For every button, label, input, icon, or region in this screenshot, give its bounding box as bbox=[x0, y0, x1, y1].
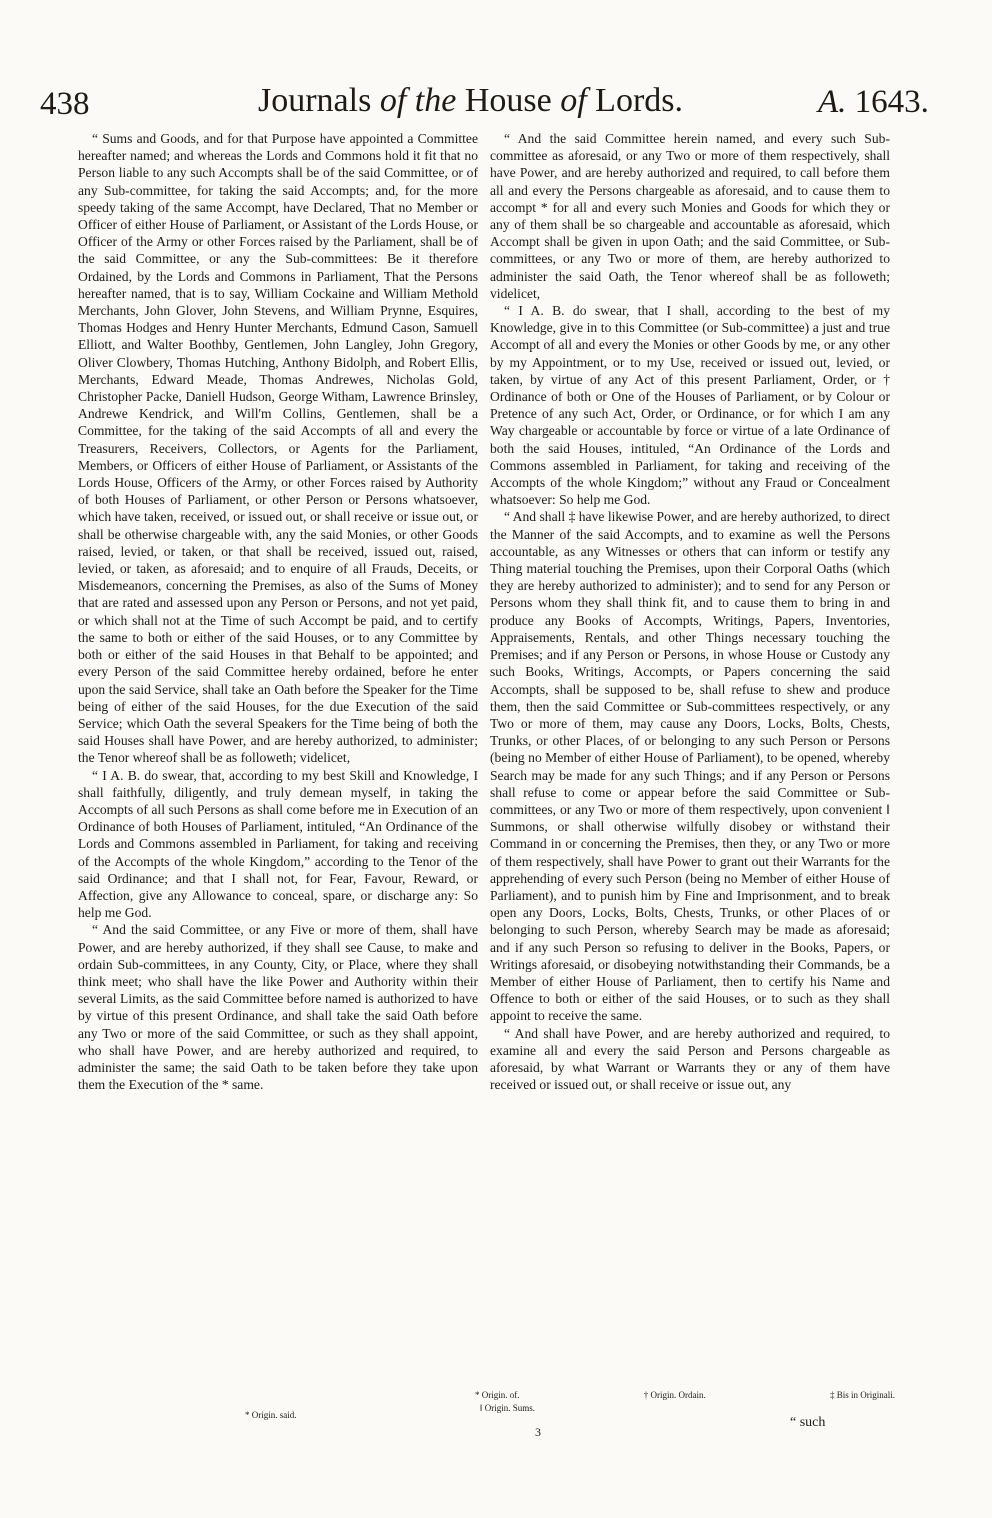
footnote: * Origin. of. bbox=[475, 1390, 520, 1400]
year-prefix: A. bbox=[818, 84, 847, 120]
footnote: ‖ Origin. Sums. bbox=[480, 1403, 536, 1413]
left-column bbox=[78, 130, 478, 1093]
right-column bbox=[490, 130, 890, 1093]
paragraph: “ And the said Committee, or any Five or more of them, shall have Power, and are hereby authorized, if they shall see Cause, to make and ordain Sub-committees, in any County, City, or Place, where they shall think meet; who shall have the like Power and Authority within their several Limits, as the said Committee before named is authorized to have by virtue of this present Ordinance, and shall take the said Oath before any Two or more of the said Committee, or such as they shall appoint, who shall have Power, and are hereby authorized and required, to administer the same; the said Oath to be taken before they take upon them the Execution of the * same. bbox=[78, 922, 478, 1093]
paragraph: “ I A. B. do swear, that I shall, according to the best of my Knowledge, give in to this Committee (or Sub-committee) a just and true Accompt of all and every the Monies or other Goods by me, or any other by my Appointment, or to my Use, received or issued out, levied, or taken, by virtue of any Act of this present Parliament, Order, or † Ordinance of both or One of the Houses of Parliament, or by Colour or Pretence of any such Act, Order, or Ordinance, or for which I am any Way chargeable or accountable by force or virtue of a late Ordinance of both the said Houses, intituled, “An Ordinance of the Lords and Commons assembled in Parliament, for taking and receiving of the Accompts of the whole Kingdom;” without any Fraud or Concealment whatsoever: So help me God. bbox=[490, 303, 890, 508]
paragraph: “ And shall ‡ have likewise Power, and are hereby authorized, to direct the Manner of the said Accompts, and to examine as well the Persons accountable, as any Witnesses or others that can inform or testify any Thing material touching the Premises, upon their Corporal Oaths (which they are hereby authorized to administer); and to send for any Person or Persons whom they shall think fit, and to cause them to bring in and produce any Books of Accompts, Writings, Papers, Inventories, Appraisements, Rentals, and other Things necessary touching the Premises; and if any Person or Persons, in whose House or Custody any such Books, Writings, Accompts, or Papers concerning the said Accompts, shall be supposed to be, shall refuse to shew and produce them, then the said Committee or Sub-committees respectively, or any Two or more of them, may cause any Doors, Locks, Bolts, Chests, Trunks, or other Places, of or belonging to any such Person or Persons (being no Member of either House of Parliament), to be opened, whereby Search may be made for any such Things; and if any Person or Persons shall refuse to come or appear before the said Committee or Sub-committees, or any Two or more of them respectively, upon convenient ‖ Summons, or shall otherwise wilfully disobey or withstand their Command in or concerning the Premises, then they, or any Two or more of them respectively, shall have Power to grant out their Warrants for the apprehending of every such Person (being no Member of either House of Parliament), and to punish him by Fine and Imprisonment, and to break open any Doors, Locks, Bolts, Chests, Trunks, or other Places of or belonging to such Person, whereby Search may be made as aforesaid; and if any such Person so refusing to deliver in the Books, Papers, or Writings aforesaid, or disobeying notwithstanding their Commands, be a Member of either House of Parliament, then to certify his Name and Offence to both or either of the said Houses, or to such as they shall appoint to receive the same. bbox=[490, 509, 890, 1024]
title-word: Journals bbox=[258, 82, 372, 119]
running-title bbox=[258, 82, 683, 120]
paragraph: “ I A. B. do swear, that, according to my best Skill and Knowledge, I shall faithfully, diligently, and truly demean myself, in taking the Accompts of all such Persons as shall come before me in Execution of an Ordinance of both Houses of Parliament, intituled, “An Ordinance of the Lords and Commons assembled in Parliament, for taking and receiving of the Accompts of the whole Kingdom,” according to the Tenor of the said Ordinance; and that I shall not, for Fear, Favour, Reward, or Affection, give any Allowance to conceal, spare, or discharge any: So help me God. bbox=[78, 767, 478, 921]
year-value: 1643. bbox=[854, 84, 929, 120]
catchword: “ such bbox=[790, 1415, 826, 1430]
paragraph: “ And shall have Power, and are hereby authorized and required, to examine all and every the said Person and Persons chargeable as aforesaid, by what Warrant or Warrants they or any of them have received or issued out, or shall receive or issue out, any bbox=[490, 1025, 890, 1093]
footnote-left: * Origin. said. bbox=[245, 1410, 297, 1420]
paragraph: “ Sums and Goods, and for that Purpose have appointed a Committee hereafter named; and whereas the Lords and Commons hold it fit that no Person liable to any such Accompts shall be of the said Committee, or of any Sub-committee, for taking the said Accompts; and, for the more speedy taking of the same Accompt, have Declared, That no Member or Officer of either House of Parliament, or Assistant of the Lords House, or Officer of the Army or other Forces raised by the Parliament, shall be of the said Committee, or any the Sub-committees: Be it therefore Ordained, by the Lords and Commons in Parliament, That the Persons hereafter named, that is to say, William Cockaine and William Methold Merchants, John Glover, John Stevens, and William Prynne, Esquires, Thomas Hodges and Henry Hunter Merchants, Edmund Cason, Samuell Elliott, and Walter Boothby, Gentlemen, John Langley, John Gregory, Oliver Clowbery, Thomas Hutching, Anthony Bidolph, and Robert Ellis, Merchants, Edward Meade, Thomas Andrewes, Nicholas Gold, Christopher Packe, Daniell Hudson, George Witham, Lawrence Brinsley, Andrewe Kendrick, and Will'm Collins, Gentlemen, shall be a Committee, for the taking of the said Accompts of all and every the Treasurers, Receivers, Collectors, or Agents for the Parliament, Members, or Officers of either House of Parliament, or Assistants of the Lords House, Officers of the Army, or other Forces raised by Authority of both Houses of Parliament, or other Person or Persons whatsoever, which have taken, received, or issued out, or shall receive or issue out, or shall be otherwise chargeable with, any the said Monies, or other Goods raised, levied, or taken, or that shall be received, issued out, raised, levied, or taken, as aforesaid; and to enquire of all Frauds, Deceits, or Misdemeanors, concerning the Premises, as also of the Sums of Money that are rated and assessed upon any Person or Persons, and not yet paid, or which shall not at the Time of such Accompt be paid, and to certify the same to both or either of the said Houses, or to any Committee by both or either of the said Houses in that Behalf to be appointed; and every Person of the said Committee hereby ordained, before he enter upon the said Service, shall take an Oath before the Speaker for the Time being of either of the said Houses, for the due Execution of the said Service; which Oath the several Speakers for the Time being of both the said Houses shall have Power, and are hereby authorized, to administer; the Tenor whereof shall be as followeth; videlicet, bbox=[78, 131, 478, 766]
footnote: † Origin. Ordain. bbox=[643, 1390, 706, 1400]
year-heading bbox=[818, 84, 929, 121]
signature-mark: 3 bbox=[535, 1425, 541, 1439]
title-word: House bbox=[464, 82, 552, 119]
paragraph: “ And the said Committee herein named, and every such Sub-committee as aforesaid, or any Two or more of them respectively, shall have Power, and are hereby authorized and required, to call before them all and every the Persons chargeable as aforesaid, and to cause them to accompt * for all and every such Monies and Goods for which they or any of them shall be so chargeable and accountable as aforesaid, which Accompt shall be given in upon Oath; and the said Committee, or Sub-committees, or any Two or more of them, are hereby authorized to administer the said Oath, the Tenor whereof shall be as followeth; videlicet, bbox=[490, 131, 890, 301]
title-word: the bbox=[414, 82, 457, 119]
page-number: 438 bbox=[40, 86, 90, 122]
title-word: Lords. bbox=[595, 82, 683, 119]
footnote: ‡ Bis in Originali. bbox=[830, 1390, 895, 1400]
footnote-right-row bbox=[475, 1390, 895, 1400]
title-word: of bbox=[560, 82, 587, 119]
title-word: of bbox=[379, 82, 407, 119]
